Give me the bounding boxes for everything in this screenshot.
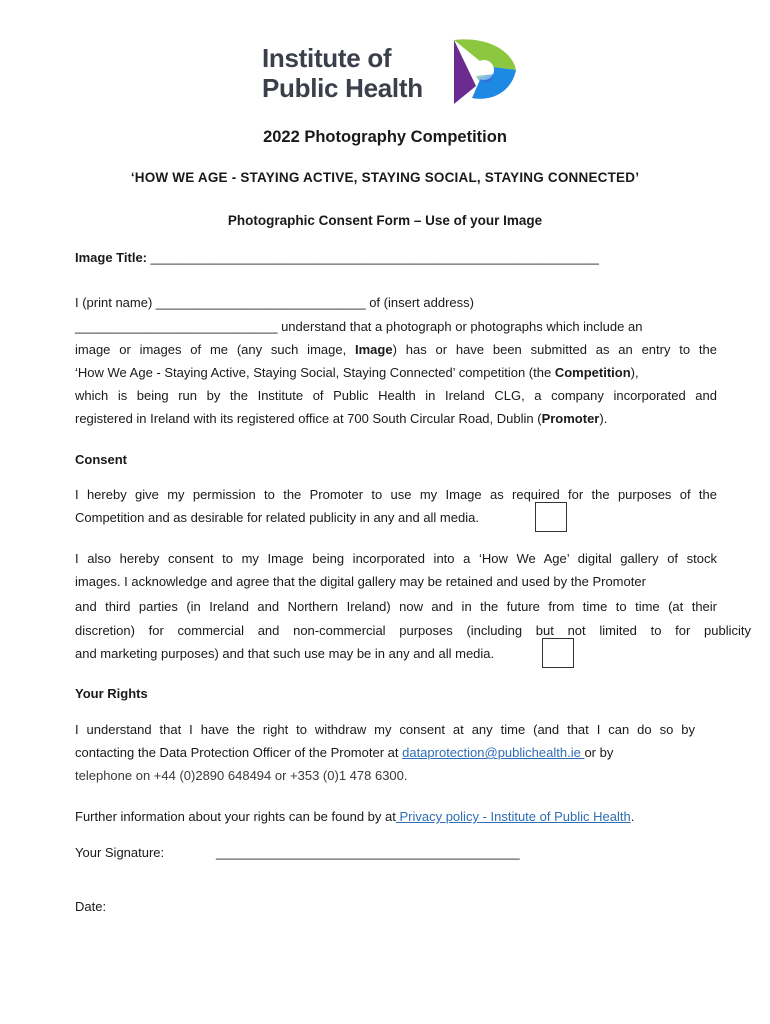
intro-text: ‘How We Age - Staying Active, Staying Social, Staying Connected’ competition (the [75,365,555,380]
defined-term: Image [355,342,393,357]
competition-subtitle: ‘HOW WE AGE - STAYING ACTIVE, STAYING SOCIAL, STAYING CONNECTED’ [130,170,640,185]
image-title-label: Image Title: [75,250,148,265]
consent-checkbox-gallery[interactable] [542,638,574,668]
consent-p2-line2: images. I acknowledge and agree that the digital gallery may be retained and used by the Promoter [75,574,646,589]
consent-checkbox-publicity[interactable] [535,502,567,532]
intro-line-6 [75,411,607,427]
intro-line-5: which is being run by the Institute of Public Health in Ireland CLG, a company incorporated and [75,388,717,403]
form-title: Photographic Consent Form – Use of your Image [227,213,543,228]
logo-text-line1: Institute of [262,43,392,73]
intro-text: image or images of me (any such image, [75,342,356,357]
intro-text: ), [630,365,639,380]
privacy-policy-link[interactable]: Privacy policy - Institute of Public Health [395,809,631,824]
intro-text: registered in Ireland with its registered office at 700 South Circular Road, Dublin ( [75,411,542,426]
rights-line3: telephone on +44 (0)2890 648494 or +353 (0)1 478 6300. [75,768,408,783]
logo-text-line2: Public Health [262,73,423,103]
rights-text: contacting the Data Protection Officer of the Promoter at [75,745,403,760]
ioph-logo-mark-icon [446,36,518,108]
intro-line-4 [75,365,639,381]
intro-text: ) has or have been submitted as an entry to the [392,342,717,357]
intro-text: ). [599,411,608,426]
consent-p2-line3: and third parties (in Ireland and Northern Ireland) now and in the future from time to time (at their [75,599,717,614]
defined-term: Promoter [541,411,600,426]
institute-logo [262,36,522,108]
address-field[interactable]: ____________________________ [75,319,278,334]
consent-p1-line2: Competition and as desirable for related publicity in any and all media. [75,510,479,525]
consent-p2-line5: and marketing purposes) and that such use may be in any and all media. [75,646,495,661]
intro-text: understand that a photograph or photographs which include an [277,319,643,334]
intro-line-1 [75,295,474,311]
date-label: Date: [75,899,107,914]
signature-label: Your Signature: [75,845,165,860]
address-label: of (insert address) [365,295,474,310]
image-title-row [75,250,599,266]
image-title-field[interactable]: ______________________________________________________________ [150,250,599,265]
consent-p2-line1: I also hereby consent to my Image being incorporated into a ‘How We Age’ digital gallery of stock [75,551,717,566]
consent-p2-line4: discretion) for commercial and non-commercial purposes (including but not limited to for publicity [75,623,751,638]
further-info-text: Further information about your rights can be found by at [75,809,396,824]
further-info-line [75,809,634,825]
rights-heading: Your Rights [75,686,148,701]
rights-text: or by [584,745,614,760]
page-title: 2022 Photography Competition [263,128,507,146]
signature-field[interactable]: __________________________________________ [216,845,520,860]
further-info-text: . [630,809,635,824]
defined-term: Competition [554,365,631,380]
intro-line-2 [75,319,642,335]
data-protection-email-link[interactable]: dataprotection@publichealth.ie [402,745,585,760]
rights-line1: I understand that I have the right to withdraw my consent at any time (and that I can do so by [75,722,695,737]
print-name-label: I (print name) [75,295,156,310]
print-name-field[interactable]: _____________________________ [155,295,366,310]
rights-line2 [75,745,613,761]
consent-heading: Consent [75,452,127,467]
consent-p1-line1: I hereby give my permission to the Promoter to use my Image as required for the purposes of the [75,487,717,502]
intro-line-3 [75,342,717,358]
